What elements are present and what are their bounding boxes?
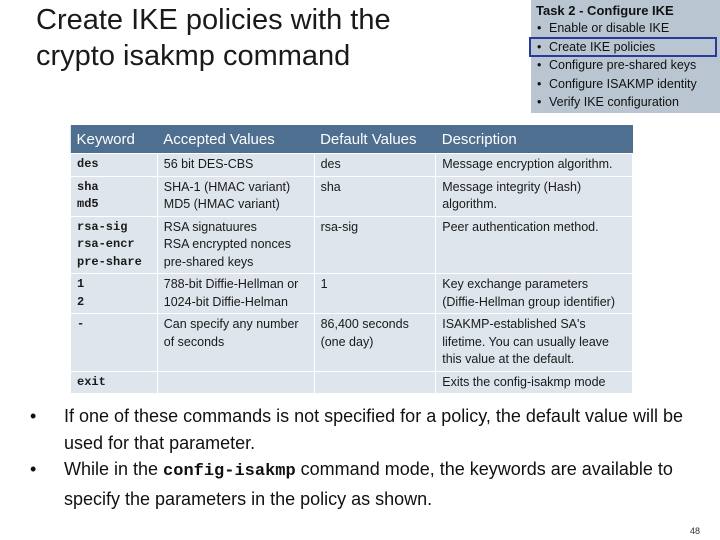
accepted-values-cell-line: Can specify any number (163, 317, 299, 331)
accepted-values-cell-line: 56 bit DES-CBS (163, 157, 254, 171)
description-cell (436, 176, 633, 216)
default-values-cell (314, 176, 436, 216)
header-keyword: Keyword (71, 125, 158, 154)
bullet-2-after: command mode, the keywords are available to specify the parameters in the policy as shown. (64, 459, 673, 509)
table-row (71, 216, 633, 274)
description-cell (436, 274, 633, 314)
keyword-cell-line: exit (77, 374, 106, 389)
default-values-cell-line: (one day) (320, 334, 374, 349)
accepted-values-cell (157, 314, 314, 372)
keyword-cell-line: des (77, 157, 99, 171)
accepted-values-cell-line: 788-bit Diffie-Hellman or (163, 277, 299, 291)
description-cell-line: Key exchange parameters (442, 277, 589, 291)
task-list (536, 19, 714, 112)
task-progress-box (531, 0, 720, 113)
default-values-cell-line: 1 (320, 277, 328, 291)
slide-title (36, 2, 506, 74)
description-cell-line: Message integrity (Hash) (442, 179, 582, 194)
default-values-cell-line: rsa-sig (320, 219, 359, 234)
header-description: Description (436, 125, 633, 154)
task-item-isakmp-identity: • Configure ISAKMP identity (536, 75, 714, 94)
accepted-values-cell (157, 371, 314, 394)
task-box-title: Task 2 - Configure IKE (536, 3, 674, 18)
accepted-values-cell-line: of seconds (163, 334, 225, 349)
bullet-default-value (30, 403, 700, 456)
table-row (71, 274, 633, 314)
default-values-cell-line: des (320, 157, 341, 171)
table-row (71, 154, 633, 177)
bullet-config-mode (30, 456, 700, 512)
description-cell-line: this value at the default. (442, 352, 575, 366)
accepted-values-cell (157, 176, 314, 216)
description-cell (436, 371, 633, 394)
table-body (71, 154, 633, 394)
task-item-enable-ike: • Enable or disable IKE (536, 19, 714, 38)
accepted-values-cell-line: RSA signatuures (163, 219, 257, 234)
default-values-cell (314, 371, 436, 394)
table-header-row (71, 125, 633, 154)
bullet-1-text: If one of these commands is not specified for a policy, the default value will be used for that parameter. (64, 406, 684, 453)
default-values-cell (314, 216, 436, 274)
table-row (71, 176, 633, 216)
description-cell (436, 314, 633, 372)
keyword-cell-line: - (77, 317, 85, 331)
description-cell (436, 216, 633, 274)
keyword-cell (71, 371, 158, 394)
task-item-create-policies: • Create IKE policies (530, 38, 716, 57)
description-cell-line: ISAKMP-established SA's (442, 317, 586, 331)
keyword-cell-line: md5 (77, 197, 99, 211)
slide-title-line-1: Create IKE policies with the (36, 4, 391, 36)
keyword-cell-line: 2 (77, 294, 85, 309)
default-values-cell (314, 314, 436, 372)
slide-title-line-2: crypto isakmp command (36, 40, 351, 72)
table-row (71, 371, 633, 394)
keyword-cell-line: sha (77, 179, 99, 194)
keyword-cell-line: pre-share (77, 254, 142, 269)
description-cell-line: algorithm. (442, 197, 498, 211)
isakmp-keyword-table (70, 125, 633, 394)
description-cell-line: Exits the config-isakmp mode (442, 374, 606, 389)
task-item-verify-ike: • Verify IKE configuration (536, 93, 714, 112)
accepted-values-cell-line: pre-shared keys (163, 254, 254, 269)
keyword-cell (71, 216, 158, 274)
keyword-cell-line: 1 (77, 277, 85, 291)
table-row (71, 314, 633, 372)
accepted-values-cell (157, 274, 314, 314)
accepted-values-cell (157, 154, 314, 177)
bullet-2-before: While in the (64, 459, 164, 479)
accepted-values-cell (157, 216, 314, 274)
bullet-2-command: config-isakmp (163, 462, 296, 481)
default-values-cell-line: 86,400 seconds (320, 317, 409, 331)
page-number: 48 (689, 526, 700, 536)
keyword-cell (71, 314, 158, 372)
description-cell-line: Peer authentication method. (442, 219, 599, 234)
bullet-list (30, 403, 700, 512)
description-cell-line: lifetime. You can usually leave (442, 334, 610, 349)
default-values-cell (314, 154, 436, 177)
keyword-cell (71, 274, 158, 314)
description-cell-line: Message encryption algorithm. (442, 157, 613, 171)
keyword-cell (71, 154, 158, 177)
keyword-cell-line: rsa-sig (77, 219, 128, 234)
accepted-values-cell-line: MD5 (HMAC variant) (163, 197, 280, 211)
task-item-pre-shared-keys: • Configure pre-shared keys (536, 56, 714, 75)
description-cell (436, 154, 633, 177)
keyword-cell (71, 176, 158, 216)
header-default-values: Default Values (314, 125, 436, 154)
accepted-values-cell-line: 1024-bit Diffie-Helman (163, 294, 288, 309)
default-values-cell (314, 274, 436, 314)
accepted-values-cell-line: SHA-1 (HMAC variant) (163, 179, 291, 194)
header-accepted-values: Accepted Values (157, 125, 314, 154)
default-values-cell-line: sha (320, 179, 341, 194)
keyword-cell-line: rsa-encr (77, 237, 135, 251)
accepted-values-cell-line: RSA encrypted nonces (163, 237, 291, 251)
description-cell-line: (Diffie-Hellman group identifier) (442, 294, 615, 309)
